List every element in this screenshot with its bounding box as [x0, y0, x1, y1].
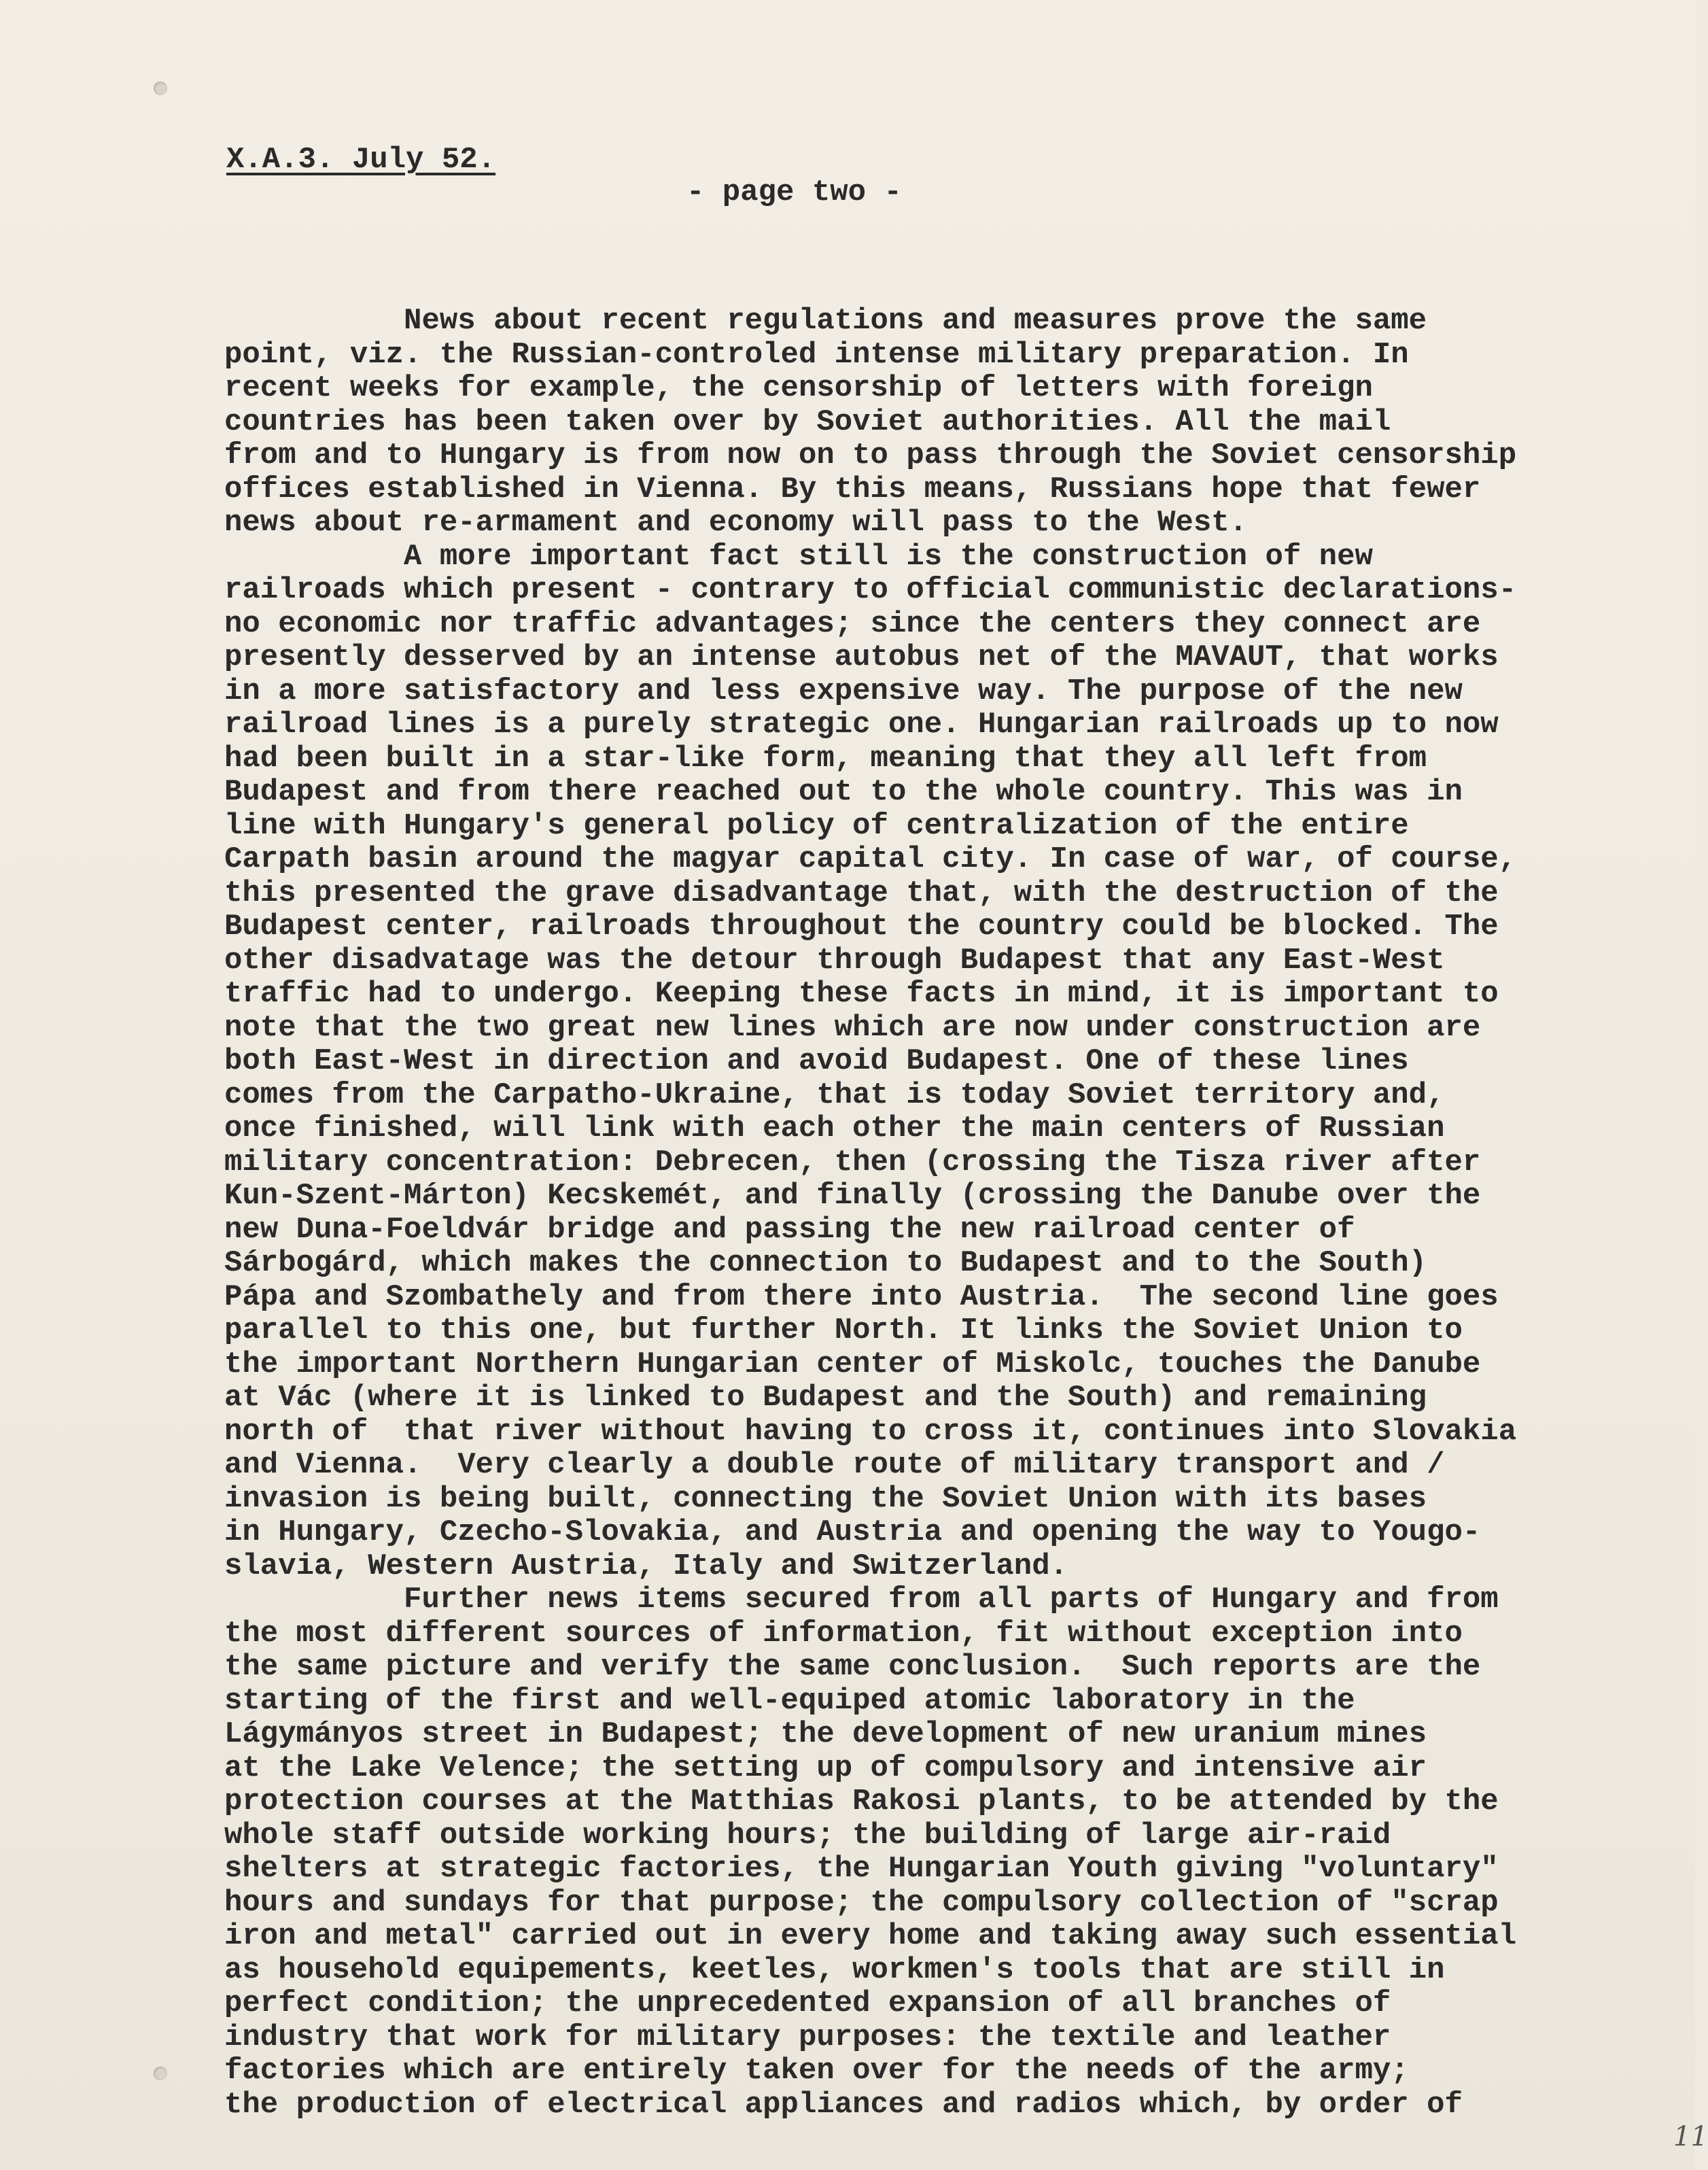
text-line: both East-West in direction and avoid Budapest. One of these lines — [224, 1044, 1409, 1078]
text-line: point, viz. the Russian-controled intense military preparation. In — [224, 337, 1409, 372]
punch-hole — [154, 82, 167, 95]
text-line: offices established in Vienna. By this means, Russians hope that fewer — [224, 472, 1481, 506]
text-line: Pápa and Szombathely and from there into Austria. The second line goes — [224, 1279, 1499, 1314]
text-line: Further news items secured from all parts of Hungary and from — [224, 1583, 1499, 1617]
text-line: Budapest and from there reached out to the whole country. This was in — [224, 775, 1463, 809]
text-line: Budapest center, railroads throughout the country could be blocked. The — [224, 910, 1499, 944]
body-text — [224, 305, 1695, 2122]
text-line: in a more satisfactory and less expensive way. The purpose of the new — [224, 674, 1463, 708]
text-line: new Duna-Foeldvár bridge and passing the new railroad center of — [224, 1212, 1355, 1247]
text-line: once finished, will link with each other the main centers of Russian — [224, 1112, 1445, 1146]
text-line: News about recent regulations and measures prove the same — [224, 304, 1427, 338]
text-line: Lágymányos street in Budapest; the development of new uranium mines — [224, 1717, 1427, 1751]
text-line: the important Northern Hungarian center of Miskolc, touches the Danube — [224, 1347, 1481, 1381]
text-line: recent weeks for example, the censorship of letters with foreign — [224, 371, 1373, 405]
text-line: Kun-Szent-Márton) Kecskemét, and finally (crossing the Danube over the — [224, 1179, 1481, 1213]
page-number-label: - page two - — [686, 175, 902, 209]
text-line: Carpath basin around the magyar capital city. In case of war, of course, — [224, 842, 1517, 876]
text-line: presently desserved by an intense autobus net of the MAVAUT, that works — [224, 640, 1499, 674]
text-line: countries has been taken over by Soviet authorities. All the mail — [224, 404, 1391, 439]
text-line: this presented the grave disadvantage that, with the destruction of the — [224, 876, 1499, 910]
text-line: industry that work for military purposes: the textile and leather — [224, 2020, 1391, 2054]
text-line: other disadvatage was the detour through Budapest that any East-West — [224, 943, 1445, 978]
text-line: shelters at strategic factories, the Hungarian Youth giving "voluntary" — [224, 1852, 1499, 1886]
text-line: no economic nor traffic advantages; since the centers they connect are — [224, 606, 1481, 641]
text-line: parallel to this one, but further North. It links the Soviet Union to — [224, 1313, 1463, 1347]
text-line: had been built in a star-like form, meaning that they all left from — [224, 741, 1427, 776]
text-line: whole staff outside working hours; the building of large air-raid — [224, 1818, 1391, 1853]
text-line: perfect condition; the unprecedented expansion of all branches of — [224, 1986, 1391, 2020]
handwritten-page-number: 11 — [1673, 2121, 1708, 2152]
punch-hole — [154, 2067, 167, 2080]
text-line: line with Hungary's general policy of centralization of the entire — [224, 808, 1409, 843]
document-reference: X.A.3. July 52. — [226, 143, 496, 177]
text-line: in Hungary, Czecho-Slovakia, and Austria and opening the way to Yougo- — [224, 1515, 1481, 1549]
text-line: iron and metal" carried out in every home and taking away such essential — [224, 1919, 1517, 1953]
text-line: railroads which present - contrary to official communistic declarations- — [224, 573, 1517, 607]
text-line: military concentration: Debrecen, then (crossing the Tisza river after — [224, 1145, 1481, 1179]
text-line: the production of electrical appliances and radios which, by order of — [224, 2087, 1463, 2122]
text-line: the same picture and verify the same conclusion. Such reports are the — [224, 1650, 1481, 1684]
text-line: slavia, Western Austria, Italy and Switzerland. — [224, 1549, 1068, 1583]
text-line: starting of the first and well-equiped atomic laboratory in the — [224, 1683, 1355, 1718]
text-line: factories which are entirely taken over for the needs of the army; — [224, 2054, 1409, 2088]
text-line: comes from the Carpatho-Ukraine, that is today Soviet territory and, — [224, 1078, 1445, 1112]
text-line: from and to Hungary is from now on to pass through the Soviet censorship — [224, 438, 1517, 472]
text-line: at Vác (where it is linked to Budapest and the South) and remaining — [224, 1381, 1427, 1415]
text-line: protection courses at the Matthias Rakosi plants, to be attended by the — [224, 1785, 1499, 1819]
text-line: the most different sources of information, fit without exception into — [224, 1616, 1463, 1651]
text-line: at the Lake Velence; the setting up of compulsory and intensive air — [224, 1751, 1427, 1785]
text-line: Sárbogárd, which makes the connection to Budapest and to the South) — [224, 1246, 1427, 1280]
text-line: railroad lines is a purely strategic one. Hungarian railroads up to now — [224, 708, 1499, 742]
text-line: and Vienna. Very clearly a double route of military transport and / — [224, 1448, 1445, 1482]
text-line: news about re-armament and economy will pass to the West. — [224, 506, 1248, 540]
text-line: hours and sundays for that purpose; the compulsory collection of "scrap — [224, 1885, 1499, 1920]
text-line: invasion is being built, connecting the Soviet Union with its bases — [224, 1481, 1427, 1516]
text-line: traffic had to undergo. Keeping these facts in mind, it is important to — [224, 977, 1499, 1011]
text-line: as household equipements, keetles, workmen's tools that are still in — [224, 1952, 1445, 1987]
text-line: note that the two great new lines which are now under construction are — [224, 1010, 1481, 1045]
text-line: north of that river without having to cross it, continues into Slovakia — [224, 1414, 1517, 1449]
text-line: A more important fact still is the construction of new — [224, 539, 1373, 574]
